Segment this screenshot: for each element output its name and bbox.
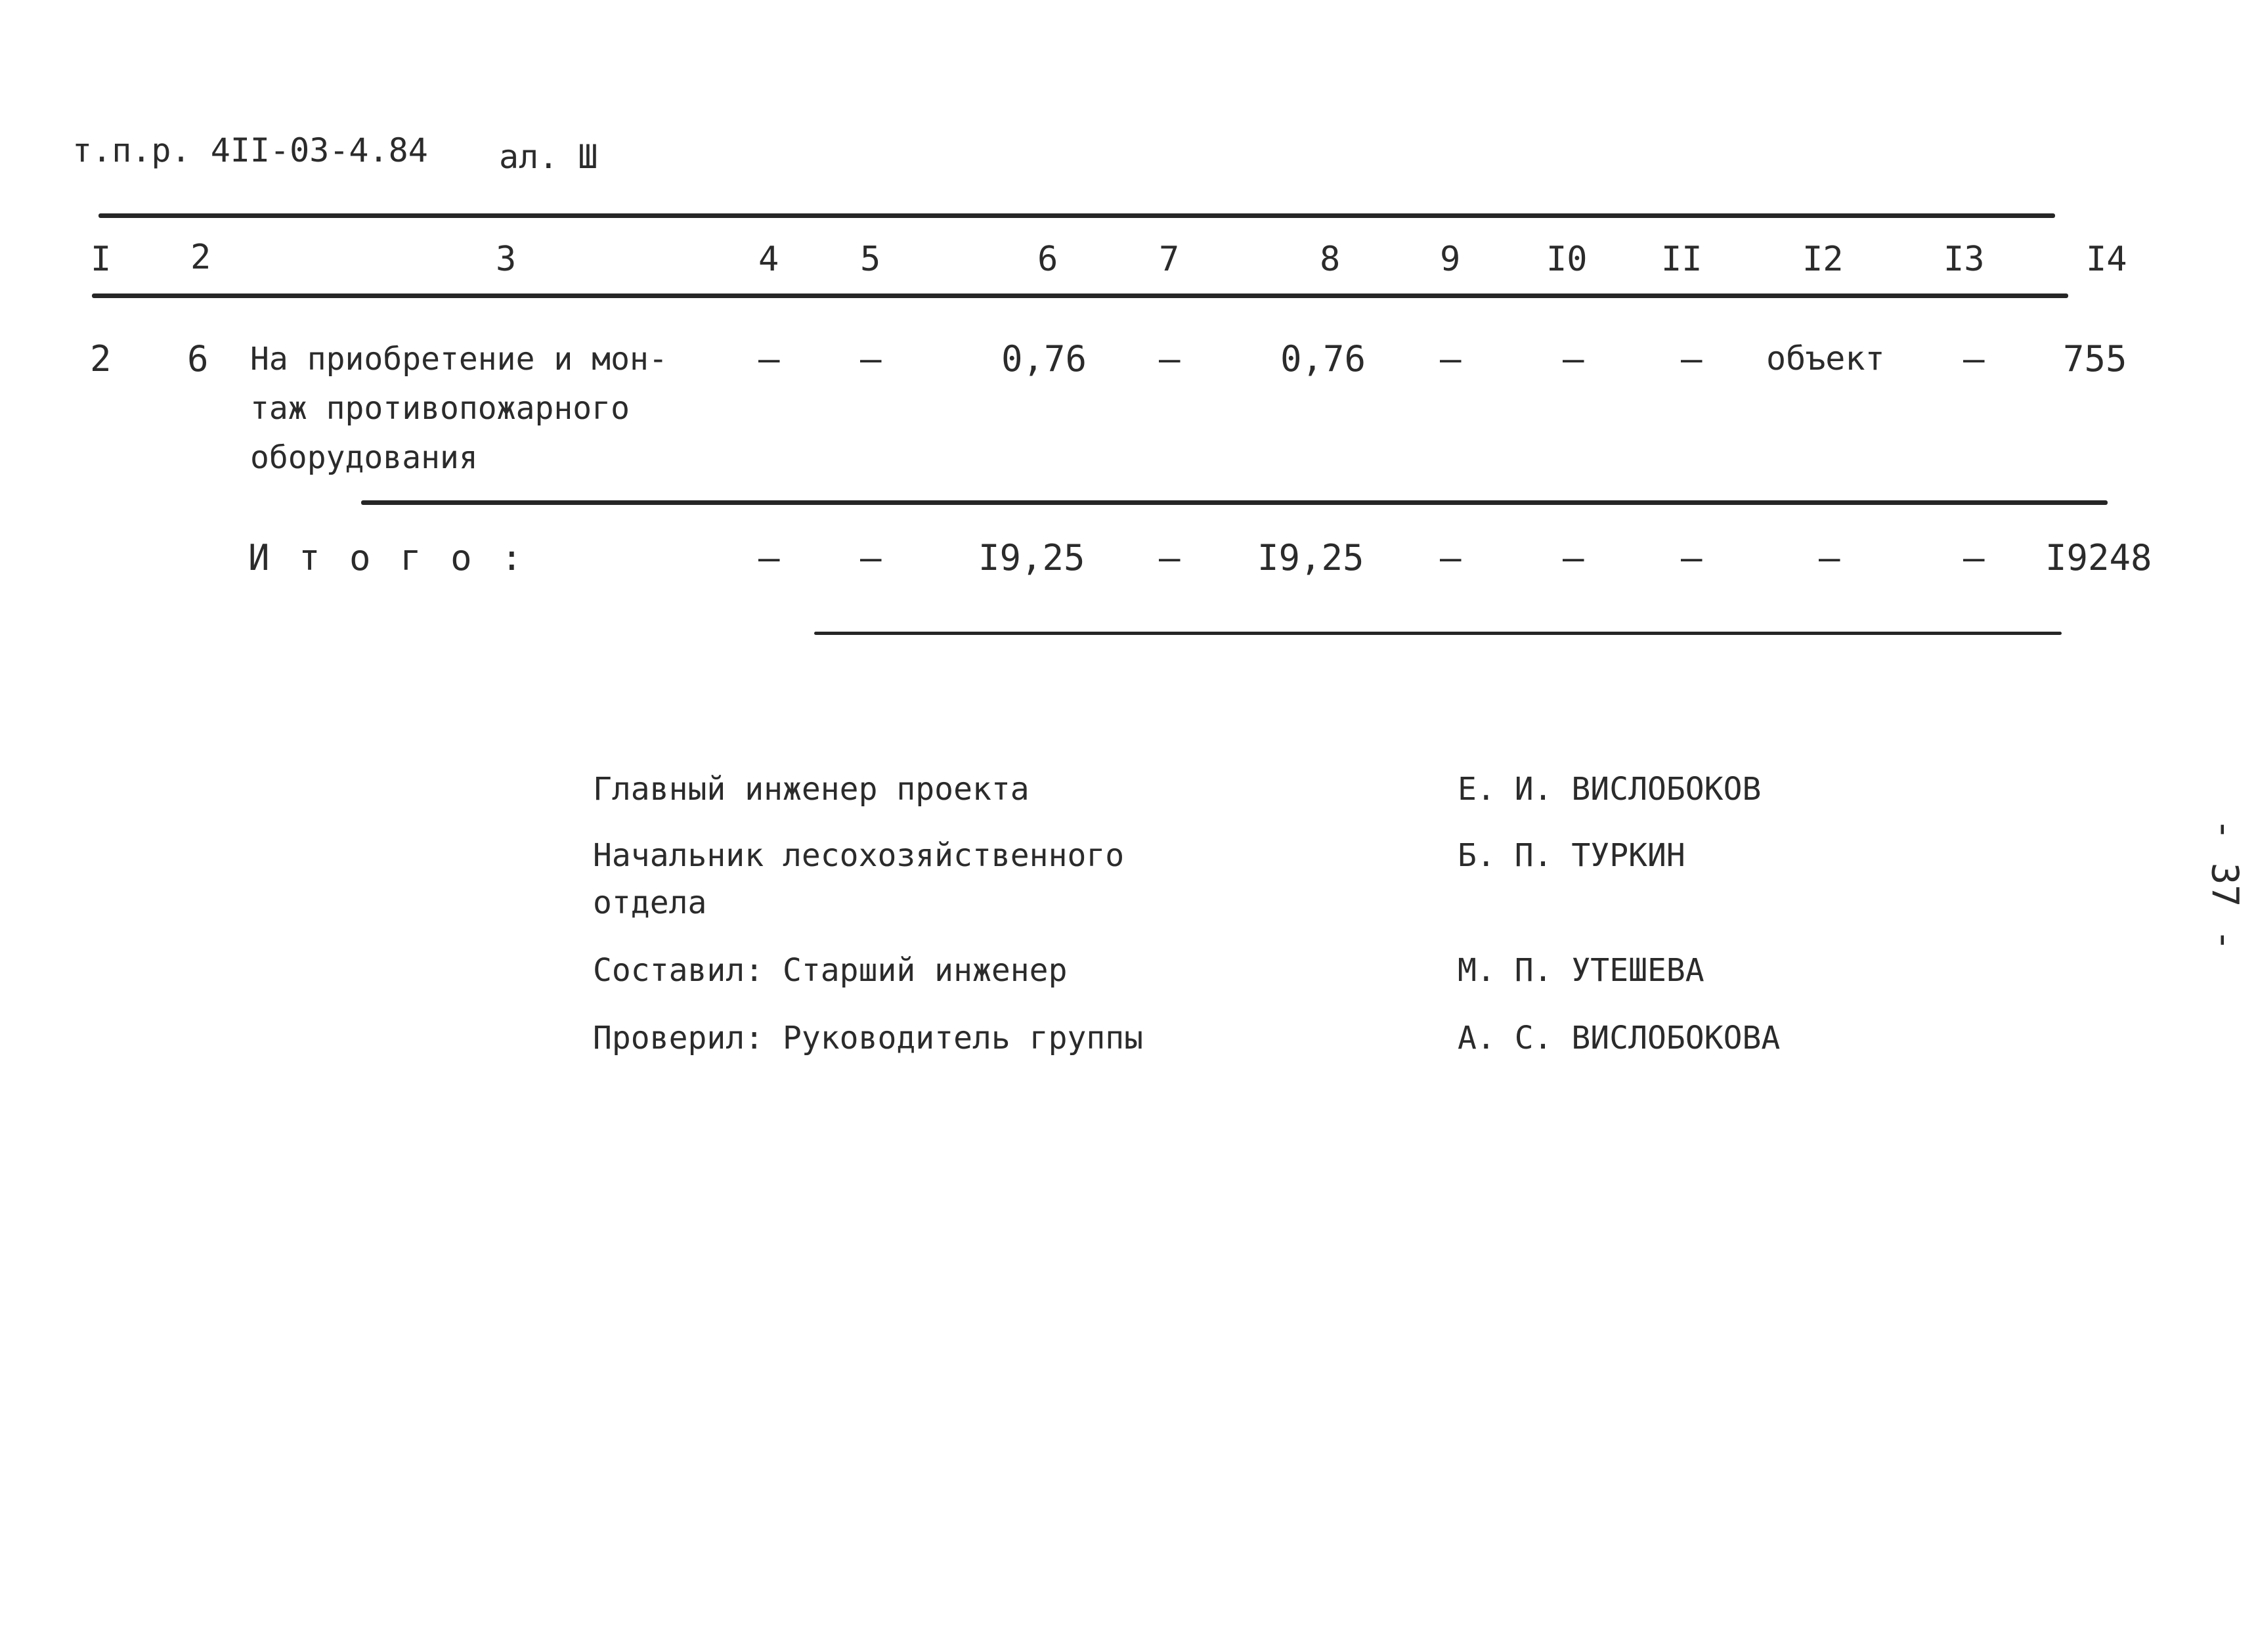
col-header-5: 5 <box>860 240 881 279</box>
page-number: - 37 - <box>2203 818 2246 951</box>
table-bottom-rule <box>814 632 2062 635</box>
row-cell-9: – <box>1440 338 1462 380</box>
total-cell-7: – <box>1159 537 1181 578</box>
row-cell-7: – <box>1159 338 1181 380</box>
signature-name-1: Е. И. ВИСЛОБОКОВ <box>1458 771 1762 808</box>
total-cell-12: – <box>1819 537 1840 578</box>
col-header-13: I3 <box>1943 240 1985 279</box>
total-cell-9: – <box>1440 537 1462 578</box>
col-header-10: I0 <box>1546 240 1588 279</box>
table-top-rule <box>98 213 2055 218</box>
signature-name-4: А. С. ВИСЛОБОКОВА <box>1458 1020 1781 1056</box>
column-header-rule <box>92 293 2068 298</box>
col-header-3: 3 <box>496 240 517 279</box>
total-cell-14: I9248 <box>2045 537 2152 578</box>
col-header-4: 4 <box>758 240 779 279</box>
signature-role-4: Проверил: Руководитель группы <box>593 1020 1144 1056</box>
col-header-6: 6 <box>1037 240 1058 279</box>
row-cell-5: – <box>860 338 882 380</box>
signature-name-2: Б. П. ТУРКИН <box>1458 837 1685 874</box>
col-header-1: I <box>91 240 112 279</box>
total-cell-8: I9,25 <box>1257 537 1364 578</box>
row-cell-10: – <box>1563 338 1584 380</box>
row-cell-11: – <box>1681 338 1703 380</box>
col-header-7: 7 <box>1159 240 1180 279</box>
col-header-9: 9 <box>1440 240 1461 279</box>
row-cell-13: – <box>1963 338 1985 380</box>
row-cell-8: 0,76 <box>1280 338 1366 380</box>
total-cell-6: I9,25 <box>978 537 1085 578</box>
row-cell-1: 2 <box>90 338 112 380</box>
total-label: И т о г о : <box>248 537 527 578</box>
total-cell-11: – <box>1681 537 1703 578</box>
col-header-8: 8 <box>1320 240 1341 279</box>
col-header-14: I4 <box>2086 240 2127 279</box>
album-label: ал. Ш <box>499 138 598 176</box>
row-cell-12: объект <box>1766 339 1885 378</box>
col-header-2: 2 <box>190 238 211 277</box>
document-code: т.п.р. 4II-03-4.84 <box>72 131 428 169</box>
signature-name-3: М. П. УТЕШЕВА <box>1458 952 1704 989</box>
row-cell-2: 6 <box>187 338 209 380</box>
total-cell-4: – <box>758 537 780 578</box>
signature-role-1: Главный инженер проекта <box>593 771 1030 808</box>
row-cell-6: 0,76 <box>1001 338 1087 380</box>
total-rule <box>361 500 2108 505</box>
row-description: На приобретение и мон- таж противопожарного оборудования <box>250 341 668 476</box>
signature-role-3: Составил: Старший инженер <box>593 952 1068 989</box>
col-header-11: II <box>1661 240 1703 279</box>
total-cell-5: – <box>860 537 882 578</box>
col-header-12: I2 <box>1802 240 1844 279</box>
row-cell-14: 755 <box>2063 338 2127 380</box>
total-cell-10: – <box>1563 537 1584 578</box>
signature-role-2: Начальник лесохозяйственного отдела <box>593 837 1125 921</box>
row-cell-4: – <box>758 338 780 380</box>
total-cell-13: – <box>1963 537 1985 578</box>
